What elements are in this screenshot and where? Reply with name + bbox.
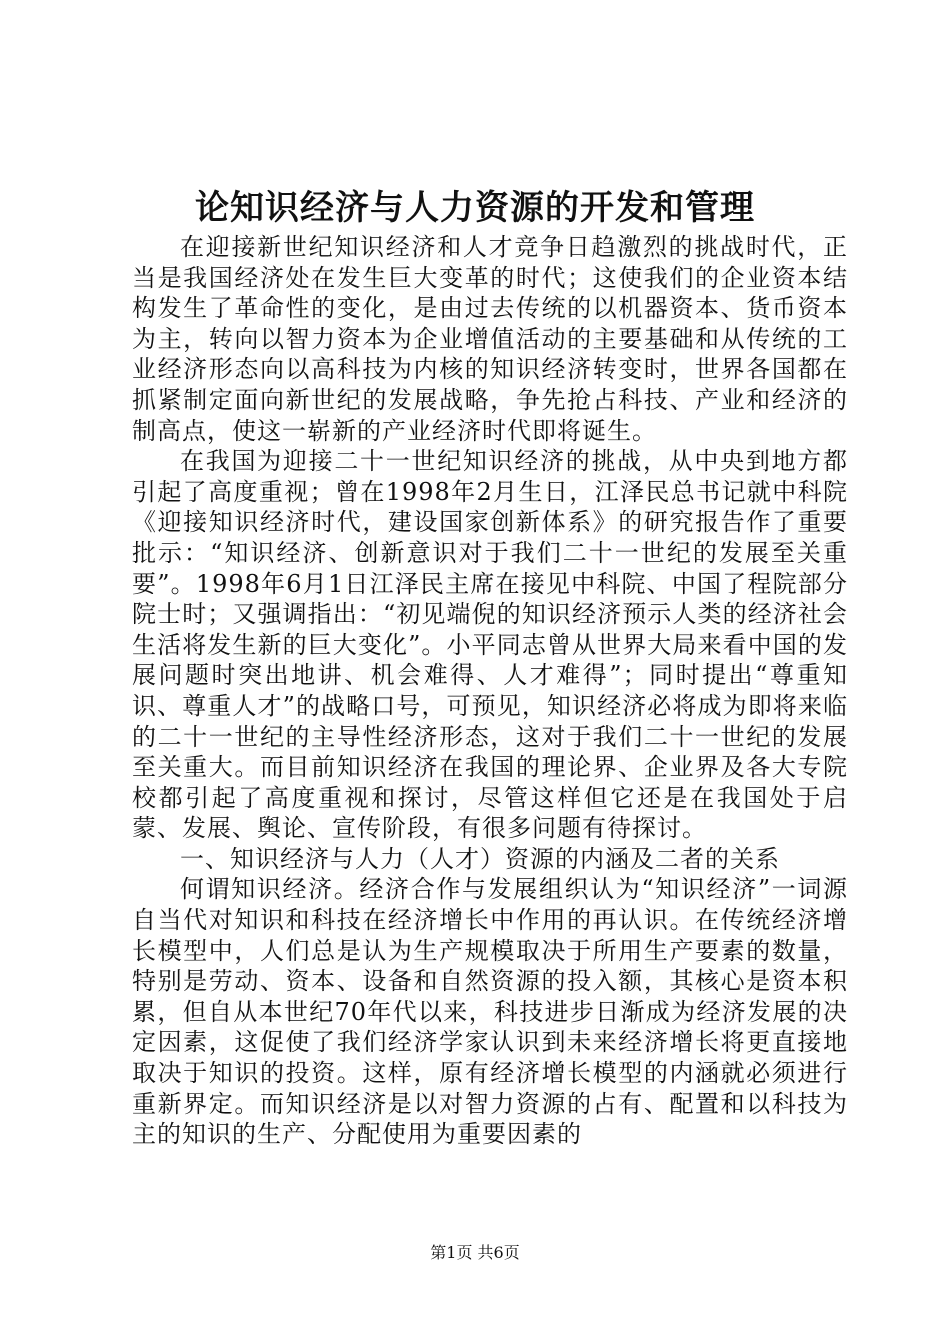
- paragraph-intro: 在迎接新世纪知识经济和人才竞争日趋激烈的挑战时代，正当是我国经济处在发生巨大变革的时代；这使我们的企业资本结构发生了革命性的变化，是由过去传统的以机器资本、货币资本为主，转向以智力资本为企业增值活动的主要基础和从传统的工业经济形态向以高科技为内核的知识经济转变时，世界各国都在抓紧制定面向新世纪的发展战略，争先抢占科技、产业和经济的制高点，使这一崭新的产业经济时代即将诞生。: [132, 233, 848, 445]
- paragraph-background: 在我国为迎接二十一世纪知识经济的挑战，从中央到地方都引起了高度重视；曾在1998年2月生日，江泽民总书记就中科院《迎接知识经济时代，建设国家创新体系》的研究报告作了重要批示：“知识经济、创新意识对于我们二十一世纪的发展至关重要”。1998年6月1日江泽民主席在接见中科院、中国了程院部分院士时；又强调指出：“初见端倪的知识经济预示人类的经济社会生活将发生新的巨大变化”。小平同志曾从世界大局来看中国的发展问题时突出地讲、机会难得、人才难得”；同时提出“尊重知识、尊重人才”的战略口号，可预见，知识经济必将成为即将来临的二十一世纪的主导性经济形态，这对于我们二十一世纪的发展至关重大。而目前知识经济在我国的理论界、企业界及各大专院校都引起了高度重视和探讨，尽管这样但它还是在我国处于启蒙、发展、舆论、宣传阶段，有很多问题有待探讨。: [132, 447, 848, 843]
- paragraph-definition: 何谓知识经济。经济合作与发展组织认为“知识经济”一词源自当代对知识和科技在经济增长中作用的再认识。在传统经济增长模型中，人们总是认为生产规模取决于所用生产要素的数量，特别是劳动、资本、设备和自然资源的投入额，其核心是资本积累，但自从本世纪70年代以来，科技进步日渐成为经济发展的决定因素，这促使了我们经济学家认识到未来经济增长将更直接地取决于知识的投资。这样，原有经济增长模型的内涵就必须进行重新界定。而知识经济是以对智力资源的占有、配置和以科技为主的知识的生产、分配使用为重要因素的: [132, 875, 848, 1149]
- document-title: 论知识经济与人力资源的开发和管理: [195, 188, 755, 228]
- section-heading: 一、知识经济与人力（人才）资源的内涵及二者的关系: [180, 844, 780, 873]
- page-number-footer: 第1页 共6页: [430, 1243, 520, 1262]
- document-body: [132, 232, 848, 1150]
